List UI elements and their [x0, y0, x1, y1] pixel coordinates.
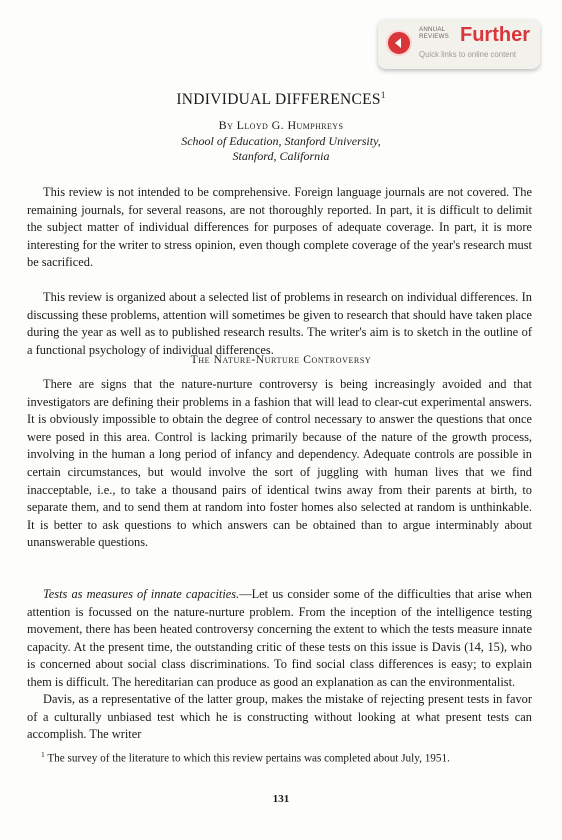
article-title: INDIVIDUAL DIFFERENCES$^1$	[176, 90, 386, 108]
paragraph-organization: This review is organized about a selected list of problems in research on individual differences. In discussing these problems, attention will sometimes be given to research that should have taken place during the year as well as to published research results. The writer's aim is to sketch in the outline of a functional psychology of individual differences.	[27, 290, 532, 357]
footnote: $^1$ The survey of the literature to which this review pertains was completed about July, 1951.	[41, 750, 450, 765]
subsection-heading: Tests as measures of innate capacities.	[43, 587, 240, 601]
further-links-badge[interactable]	[378, 19, 540, 69]
play-arrow-icon	[386, 30, 412, 56]
paragraph-intro: This review is not intended to be comprehensive. Foreign language journals are not covered. The remaining journals, for several reasons, are not thoroughly reported. In part, it is difficult to delimit the subject matter of individual differences for purposes of adequate coverage. In part, it is more interesting for the writer to stress opinion, even though complete coverage of the year's research must be sacrificed.	[27, 185, 532, 270]
author-affiliation: School of Education, Stanford University, Stanford, California	[181, 134, 381, 163]
author-byline: By Lloyd G. Humphreys	[218, 118, 344, 132]
further-label: Further	[460, 24, 530, 46]
annual-reviews-logo: ANNUAL REVIEWS	[419, 26, 449, 40]
paragraph-davis: Davis, as a representative of the latter group, makes the mistake of rejecting present tests in favor of a culturally unbiased test which he is constructing without looking at what present tests can accomplish. The writer	[27, 692, 532, 742]
paragraph-nature-nurture: There are signs that the nature-nurture controversy is being increasingly avoided and that investigators are defining their problems in a fashion that will lead to clear-cut experimental answers. It is obviously impossible to obtain the degree of control necessary to answer the questions that once were posed in this area. Control is lacking primarily because of the nature of the growth process, involving in the human a long period of infancy and dependency. Adequate controls are possible in certain circumstances, but would involve the sort of juggling with human lives that we find inacceptable, i.e., to take a thousand pairs of identical twins away from their parents at birth, to separate them, and to send them at random into foster homes also selected at random is unthinkable. It is better to ask questions to which answers can be obtained than to argue interminably about unanswerable questions.	[27, 377, 532, 550]
quick-links-text: Quick links to online content	[419, 50, 517, 59]
section-heading: The Nature-Nurture Controversy	[190, 354, 372, 366]
paragraph-tests-innate: Tests as measures of innate capacities.—Let us consider some of the difficulties that arise when attention is focussed on the nature-nurture problem. From the inception of the intelligence testing movement, there has been heated controversy concerning the extent to which the tests measure innate capacity. At the present time, the outstanding critic of these tests on this issue is Davis (14, 15), who is concerned about social class discriminations. To find social class differences is easy; to explain them is difficult. The hereditarian can produce as good an explanation as can the environmentalist.	[27, 587, 532, 689]
page-number: 131	[272, 793, 290, 805]
title-footnote-mark: 1	[380, 90, 386, 100]
